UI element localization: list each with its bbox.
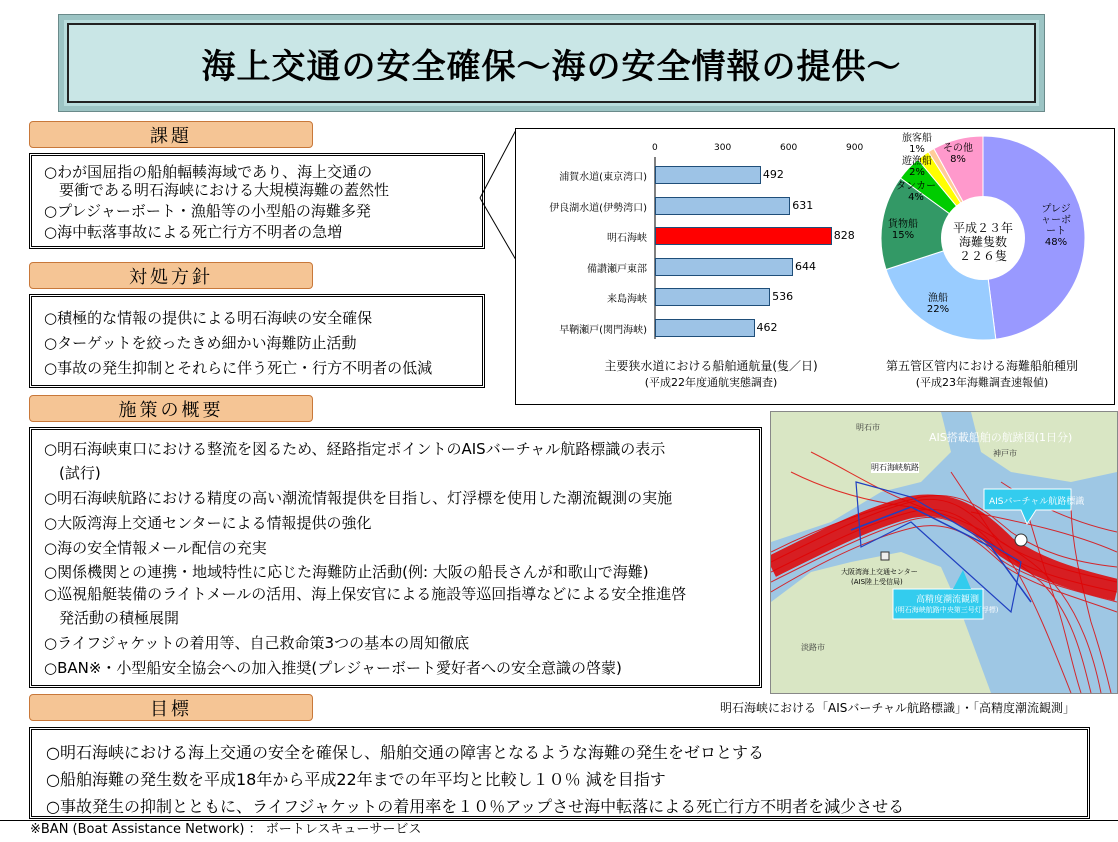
map-callout-tide: 高精度潮流観測 bbox=[916, 595, 980, 605]
pie-label-other bbox=[934, 143, 982, 165]
policy-box bbox=[29, 294, 485, 388]
page-title: 海上交通の安全確保～海の安全情報の提供～ bbox=[201, 46, 902, 87]
pie-label-pleasure-name: プレジャーボート bbox=[1041, 204, 1071, 237]
measures-line-2: (試行) bbox=[44, 464, 101, 482]
pie-label-tanker-pct: 4% bbox=[908, 192, 924, 203]
measures-line-4: ○大阪湾海上交通センターによる情報提供の強化 bbox=[44, 514, 372, 532]
title-inner bbox=[67, 23, 1036, 103]
issues-line-4: ○海中転落事故による死亡行方不明者の急増 bbox=[44, 223, 343, 241]
measures-box bbox=[29, 427, 762, 688]
pie-label-passenger-pct: 1% bbox=[909, 144, 925, 155]
bar-category-label: 早鞆瀬戸(関門海峡) bbox=[559, 324, 647, 336]
traffic-bar-chart bbox=[516, 129, 864, 404]
pie-label-pleasure-fishing-pct: 2% bbox=[909, 167, 925, 178]
map-title: AIS搭載船舶の航跡図(1日分) bbox=[929, 431, 1073, 444]
bar bbox=[655, 227, 832, 245]
bar bbox=[655, 166, 761, 184]
bar bbox=[655, 319, 755, 337]
measures-line-6: ○関係機関との連携・地域特性に応じた海難防止活動(例: 大阪の船長さんが和歌山で海難) bbox=[44, 563, 649, 581]
issues-line-1: ○わが国屈指の船舶輻輳海域であり、海上交通の bbox=[44, 163, 373, 181]
bar-category-label: 伊良湖水道(伊勢湾口) bbox=[549, 202, 647, 214]
pie-center-label bbox=[938, 221, 1028, 263]
bar-category-label: 浦賀水道(東京湾口) bbox=[559, 172, 647, 183]
goals-box bbox=[29, 727, 1090, 819]
goals-line-2: ○船舶海難の発生数を平成18年から平成22年までの年平均と比較し１０％ 減を目指す bbox=[46, 770, 666, 789]
goals-line-3: ○事故発生の抑制とともに、ライフジャケットの着用率を１０％アップさせ海中転落による死亡行方不明者を減少させる bbox=[46, 797, 905, 816]
bar bbox=[655, 197, 790, 215]
title-banner bbox=[58, 14, 1045, 112]
pie-label-other-name: その他 bbox=[943, 143, 973, 154]
bar-value-label: 462 bbox=[756, 320, 778, 334]
connector-lines bbox=[478, 128, 518, 263]
pie-center-line-2: 海難隻数 bbox=[958, 235, 1007, 249]
policy-header: 対処方針 bbox=[29, 262, 313, 289]
issues-line-2: 要衝である明石海峡における大規模海難の蓋然性 bbox=[44, 181, 390, 199]
pie-chart-caption: 第五管区管内における海難船舶種別 bbox=[885, 359, 1078, 373]
bar-chart-caption: 主要狭水道における船舶通航量(隻／日) bbox=[604, 359, 818, 373]
pie-label-fishing-name: 漁船 bbox=[928, 293, 948, 304]
policy-line-2: ○ターゲットを絞ったきめ細かい海難防止活動 bbox=[44, 334, 357, 352]
pie-center-line-1: 平成２３年 bbox=[952, 221, 1013, 235]
measures-line-3: ○明石海峡航路における精度の高い潮流情報提供を目指し、灯浮標を使用した潮流観測の実施 bbox=[44, 489, 673, 507]
bar-value-label: 828 bbox=[833, 229, 855, 242]
bar bbox=[655, 258, 793, 276]
map-caption: 明石海峡における「AISバーチャル航路標識」・「高精度潮流観測」 bbox=[720, 701, 1076, 715]
measures-line-10: ○BAN※・小型船安全協会への加入推奨(プレジャーボート愛好者への安全意識の啓蒙) bbox=[44, 659, 622, 677]
bar-value-label: 492 bbox=[762, 168, 784, 181]
footnote: ※BAN (Boat Assistance Network) ： ボートレスキューサービス bbox=[30, 822, 422, 837]
x-tick-0: 0 bbox=[652, 143, 658, 153]
map-label-center-sub: (AIS陸上受信局) bbox=[851, 578, 903, 586]
bar bbox=[655, 288, 770, 306]
map-callout-ais: AISバーチャル航路標識 bbox=[989, 497, 1085, 507]
measures-line-7: ○巡視船艇装備のライトメールの活用、海上保安官による施設等巡回指導などによる安全推進啓 bbox=[44, 585, 687, 603]
measures-line-1: ○明石海峡東口における整流を図るため、経路指定ポイントのAISバーチャル航路標識の表示 bbox=[44, 440, 666, 458]
issues-header: 課題 bbox=[29, 121, 313, 148]
map-label-awaji: 淡路市 bbox=[801, 643, 825, 652]
pie-center-line-3: ２２６隻 bbox=[958, 249, 1007, 263]
measures-header: 施策の概要 bbox=[29, 395, 313, 422]
bar-value-label: 631 bbox=[792, 198, 814, 212]
bar-chart-caption-sub: (平成22年度通航実態調査) bbox=[644, 376, 778, 389]
x-tick-300: 300 bbox=[714, 143, 732, 153]
goals-header: 目標 bbox=[29, 694, 313, 721]
pie-label-cargo-name: 貨物船 bbox=[888, 219, 918, 230]
map-label-center: 大阪湾海上交通センター bbox=[841, 568, 918, 576]
map-label-route: 明石海峡航路 bbox=[871, 463, 919, 472]
measures-line-5: ○海の安全情報メール配信の充実 bbox=[44, 539, 267, 557]
bar-value-label: 536 bbox=[772, 290, 794, 303]
policy-line-3: ○事故の発生抑制とそれらに伴う死亡・行方不明者の低減 bbox=[44, 359, 433, 377]
map-label-kobe: 神戸市 bbox=[993, 449, 1017, 458]
charts-panel bbox=[515, 128, 1115, 405]
issues-box bbox=[29, 153, 485, 249]
pie-label-fishing bbox=[908, 293, 968, 315]
pie-label-cargo-pct: 15% bbox=[891, 230, 915, 241]
pie-chart-caption-sub: (平成23年海難調査速報値) bbox=[915, 376, 1049, 389]
pie-label-pleasure-fishing-name: 遊漁船 bbox=[902, 156, 932, 167]
bar-category-label: 明石海峡 bbox=[607, 233, 647, 244]
map-callout-tide-sub: (明石海峡航路中央第三号灯浮標) bbox=[895, 606, 999, 614]
pie-label-passenger-name: 旅客船 bbox=[902, 133, 932, 144]
pie-label-cargo bbox=[878, 219, 928, 241]
goals-line-1: ○明石海峡における海上交通の安全を確保し、船舶交通の障害となるような海難の発生をゼロとする bbox=[46, 743, 764, 762]
bar-value-label: 644 bbox=[794, 259, 816, 273]
bar-category-label: 来島海峡 bbox=[607, 294, 647, 305]
x-tick-600: 600 bbox=[780, 143, 798, 153]
pie-label-other-pct: 8% bbox=[950, 154, 966, 165]
measures-line-8: 発活動の積極展開 bbox=[44, 609, 180, 627]
ais-track-map bbox=[770, 411, 1118, 694]
measures-line-9: ○ライフジャケットの着用等、自己救命策3つの基本の周知徹底 bbox=[44, 634, 470, 652]
bar-category-label: 備讃瀬戸東部 bbox=[587, 263, 647, 275]
pie-label-tanker-name: タンカー bbox=[896, 181, 936, 192]
pie-label-pleasure bbox=[1036, 204, 1076, 248]
pie-label-pleasure-pct: 48% bbox=[1044, 237, 1068, 248]
policy-line-1: ○積極的な情報の提供による明石海峡の安全確保 bbox=[44, 309, 373, 327]
pie-label-tanker bbox=[891, 181, 941, 203]
map-label-akashi: 明石市 bbox=[856, 423, 880, 432]
issues-line-3: ○プレジャーボート・漁船等の小型船の海難多発 bbox=[44, 202, 371, 220]
pie-label-fishing-pct: 22% bbox=[926, 304, 950, 315]
x-tick-900: 900 bbox=[846, 143, 864, 153]
